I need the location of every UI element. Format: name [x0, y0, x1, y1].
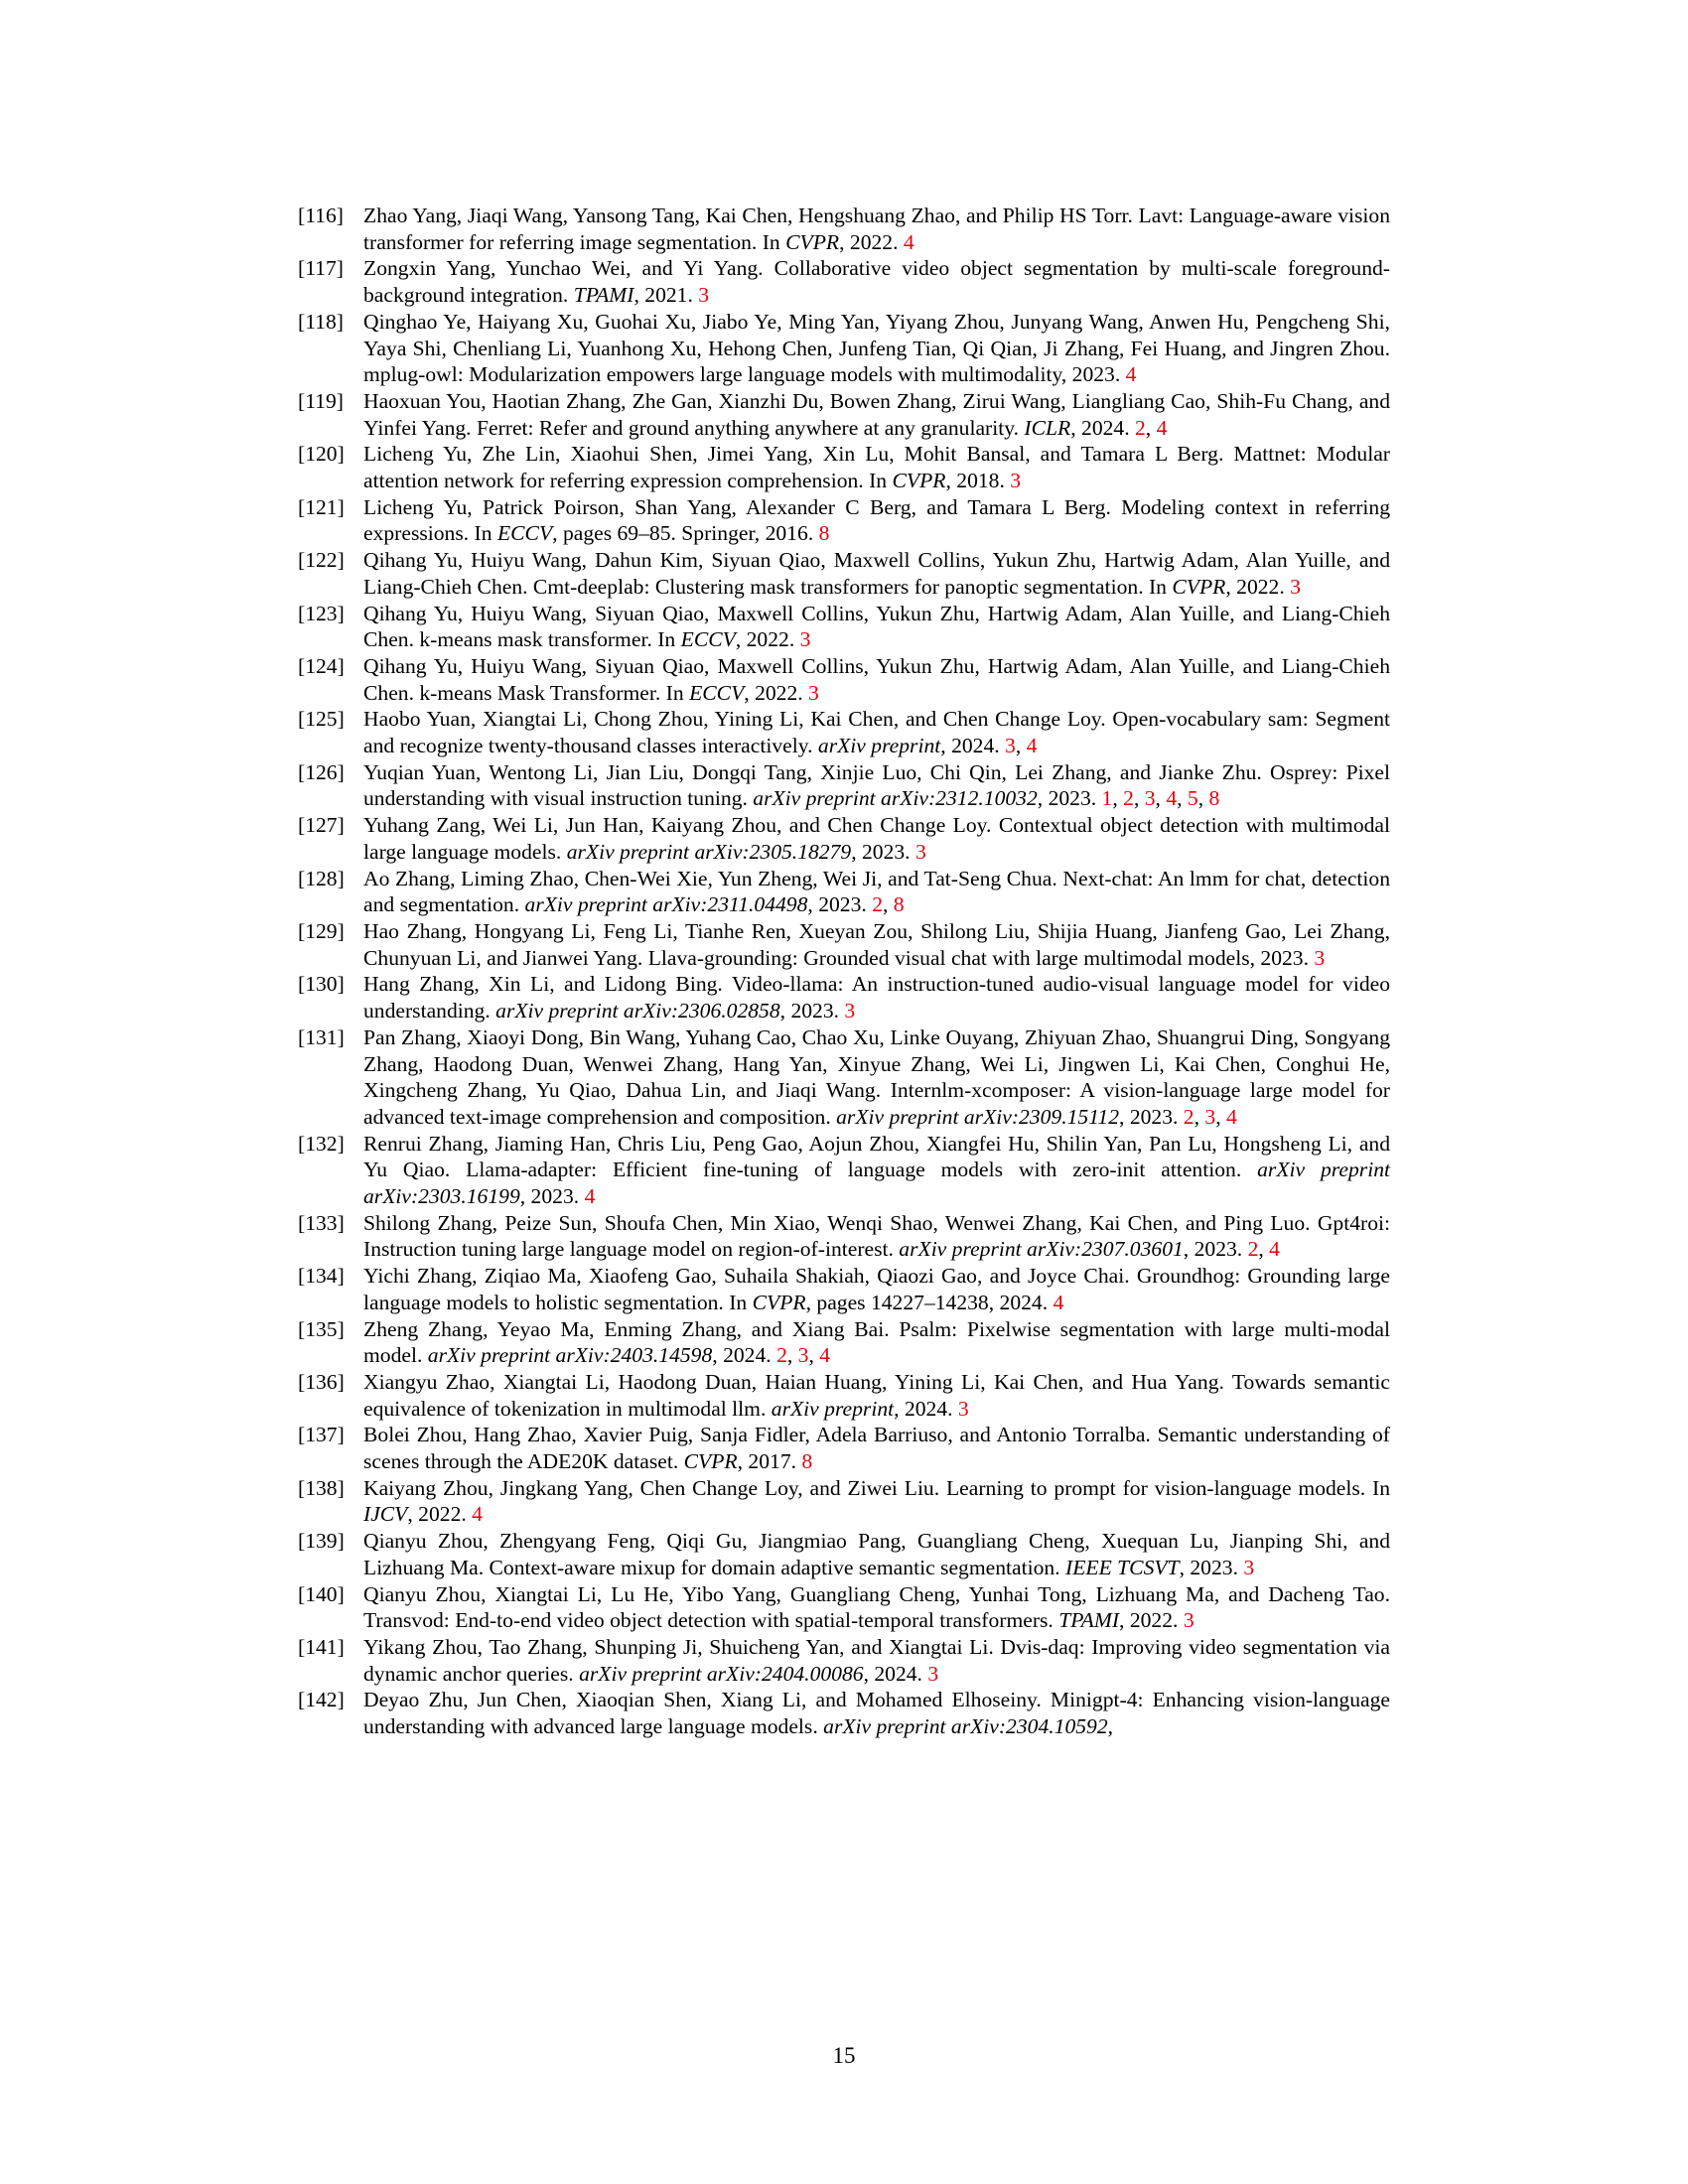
reference-entry: [298, 759, 1390, 812]
reference-venue: CVPR: [683, 1449, 738, 1474]
reference-number: [123]: [298, 601, 345, 625]
reference-entry: [298, 1263, 1390, 1315]
reference-venue: CVPR: [785, 229, 840, 254]
reference-entry: [298, 309, 1390, 388]
reference-segment: Licheng Yu, Patrick Poirson, Shan Yang, Alexander C Berg, and Tamara L Berg. Modeling context in referring expressions. In: [363, 494, 1390, 546]
reference-segment: Qihang Yu, Huiyu Wang, Siyuan Qiao, Maxwell Collins, Yukun Zhu, Hartwig Adam, Alan Yuille, and Liang-Chieh Chen. k-means mask transformer. In: [363, 601, 1390, 652]
citation-backlink[interactable]: 4: [1166, 786, 1178, 811]
reference-text: [363, 1132, 1390, 1208]
reference-number: [128]: [298, 866, 345, 890]
citation-backlink[interactable]: 2: [1183, 1104, 1195, 1129]
reference-text: [363, 1317, 1390, 1368]
reference-segment: Deyao Zhu, Jun Chen, Xiaoqian Shen, Xiang Li, and Mohamed Elhoseiny. Minigpt-4: Enhancing vision-language understanding with advanced large language models.: [363, 1688, 1390, 1739]
reference-entry: [298, 1581, 1390, 1634]
reference-segment: , 2022.: [407, 1502, 473, 1527]
reference-venue: ECCV: [689, 680, 745, 705]
reference-segment: Yikang Zhou, Tao Zhang, Shunping Ji, Shuicheng Yan, and Xiangtai Li. Dvis-daq: Improving video segmentation via dynamic anchor queries.: [363, 1634, 1390, 1686]
reference-venue: arXiv preprint arXiv:2309.15112: [836, 1104, 1120, 1129]
reference-list: [298, 203, 1390, 1740]
citation-backlink[interactable]: 3: [1144, 786, 1156, 811]
citation-backlink[interactable]: 3: [797, 1343, 809, 1368]
reference-number: [131]: [298, 1024, 345, 1049]
reference-segment: , 2023.: [1119, 1104, 1184, 1129]
reference-segment: Qianyu Zhou, Zhengyang Feng, Qiqi Gu, Jiangmiao Pang, Guangliang Cheng, Xuequan Lu, Jianping Shi, and Lizhuang Ma. Context-aware mixup for domain adaptive semantic segmentation.: [363, 1529, 1390, 1579]
citation-backlink[interactable]: 8: [801, 1449, 813, 1474]
reference-segment: Haobo Yuan, Xiangtai Li, Chong Zhou, Yining Li, Kai Chen, and Chen Change Loy. Open-vocabulary sam: Segment and recognize twenty-thousand classes interactively.: [363, 707, 1390, 758]
reference-number: [120]: [298, 442, 345, 467]
reference-number: [139]: [298, 1529, 345, 1554]
reference-number: [130]: [298, 972, 345, 997]
reference-text: [363, 495, 1390, 546]
citation-backlink[interactable]: 4: [1225, 1104, 1237, 1129]
reference-entry: [298, 494, 1390, 547]
reference-number: [133]: [298, 1210, 345, 1235]
reference-venue: TPAMI: [1058, 1608, 1120, 1633]
reference-venue: arXiv preprint arXiv:2403.14598: [427, 1343, 713, 1368]
reference-text: [363, 389, 1390, 440]
reference-number: [121]: [298, 494, 345, 519]
reference-segment: Zheng Zhang, Yeyao Ma, Enming Zhang, and Xiang Bai. Psalm: Pixelwise segmentation with large multi-modal model.: [363, 1316, 1390, 1368]
citation-backlink[interactable]: 4: [819, 1343, 831, 1368]
reference-segment: , 2023.: [807, 892, 873, 917]
reference-segment: Licheng Yu, Zhe Lin, Xiaohui Shen, Jimei Yang, Xin Lu, Mohit Bansal, and Tamara L Berg. Mattnet: Modular attention network for referring expression comprehension. In: [363, 442, 1390, 493]
citation-backlink[interactable]: 3: [844, 999, 856, 1024]
reference-segment: Kaiyang Zhou, Jingkang Yang, Chen Change Loy, and Ziwei Liu. Learning to prompt for vision-language models. In: [363, 1475, 1390, 1500]
citation-backlink[interactable]: 4: [584, 1184, 596, 1209]
reference-text: [363, 1635, 1390, 1686]
reference-text: [363, 1025, 1390, 1129]
reference-segment: Bolei Zhou, Hang Zhao, Xavier Puig, Sanja Fidler, Adela Barriuso, and Antonio Torralba. Semantic understanding of scenes through the ADE20K dataset.: [363, 1423, 1390, 1474]
reference-entry: [298, 812, 1390, 865]
reference-text: [363, 442, 1390, 492]
reference-venue: arXiv preprint: [817, 734, 941, 758]
citation-backlink[interactable]: 2: [1247, 1237, 1259, 1262]
reference-segment: Renrui Zhang, Jiaming Han, Chris Liu, Peng Gao, Aojun Zhou, Xiangfei Hu, Shilin Yan, Pan Lu, Hongsheng Li, and Yu Qiao. Llama-adapter: Efficient fine-tuning of language models with zero-init attention.: [363, 1131, 1390, 1182]
reference-segment: Hao Zhang, Hongyang Li, Feng Li, Tianhe Ren, Xueyan Zou, Shilong Liu, Shijia Huang, Jianfeng Gao, Lei Zhang, Chunyuan Li, and Jianwei Yang. Llava-grounding: Grounded visual chat with large multimodal models, 2023.: [363, 918, 1390, 970]
reference-text: [363, 760, 1390, 811]
citation-backlink[interactable]: 4: [1156, 415, 1168, 440]
reference-segment: Ao Zhang, Liming Zhao, Chen-Wei Xie, Yun Zheng, Wei Ji, and Tat-Seng Chua. Next-chat: An lmm for chat, detection and segmentation.: [363, 866, 1390, 917]
reference-number: [135]: [298, 1316, 345, 1341]
reference-entry: [298, 1210, 1390, 1263]
reference-segment: , 2023.: [779, 999, 845, 1024]
citation-backlink[interactable]: 4: [472, 1502, 483, 1527]
citation-backlink[interactable]: 4: [1269, 1237, 1280, 1262]
reference-entry: [298, 706, 1390, 758]
citation-backlink[interactable]: 2: [1135, 415, 1146, 440]
reference-venue: IEEE TCSVT: [1065, 1555, 1180, 1579]
reference-text: [363, 1476, 1390, 1527]
reference-entry: [298, 1687, 1390, 1739]
reference-segment: , 2024.: [863, 1661, 928, 1686]
reference-number: [117]: [298, 256, 344, 281]
reference-entry: [298, 601, 1390, 653]
reference-segment: Qihang Yu, Huiyu Wang, Siyuan Qiao, Maxwell Collins, Yukun Zhu, Hartwig Adam, Alan Yuille, and Liang-Chieh Chen. k-means Mask Transformer. In: [363, 653, 1390, 705]
reference-number: [136]: [298, 1369, 345, 1394]
reference-segment: ,: [1258, 1237, 1270, 1262]
citation-backlink[interactable]: 3: [1314, 945, 1326, 970]
citation-backlink[interactable]: 3: [808, 680, 819, 705]
reference-text: [363, 1582, 1390, 1633]
page-number: 15: [832, 2043, 856, 2068]
reference-segment: , pages 69–85. Springer, 2016.: [552, 521, 819, 546]
reference-text: [363, 1529, 1390, 1579]
reference-segment: ,: [1133, 786, 1145, 811]
reference-segment: Zongxin Yang, Yunchao Wei, and Yi Yang. Collaborative video object segmentation by multi-scale foreground-background integration.: [363, 256, 1390, 308]
reference-venue: TPAMI: [573, 283, 634, 308]
citation-backlink[interactable]: 3: [927, 1661, 939, 1686]
reference-text: [363, 1264, 1390, 1314]
reference-venue: IJCV: [363, 1502, 408, 1527]
reference-number: [122]: [298, 548, 345, 573]
reference-venue: CVPR: [1172, 574, 1226, 599]
reference-number: [119]: [298, 388, 344, 413]
reference-entry: [298, 1422, 1390, 1474]
citation-backlink[interactable]: 1: [1101, 786, 1113, 811]
reference-segment: ,: [1177, 786, 1188, 811]
reference-entry: [298, 203, 1390, 255]
reference-text: [363, 867, 1390, 917]
citation-backlink[interactable]: 3: [1290, 574, 1301, 599]
reference-entry: [298, 1024, 1390, 1131]
citation-backlink[interactable]: 3: [799, 627, 811, 652]
reference-number: [127]: [298, 813, 345, 838]
reference-entry: [298, 1475, 1390, 1528]
reference-venue: arXiv preprint arXiv:2311.04498: [524, 892, 808, 917]
reference-segment: ,: [1145, 415, 1157, 440]
reference-segment: ,: [1215, 1104, 1226, 1129]
reference-venue: CVPR: [752, 1290, 806, 1314]
citation-backlink[interactable]: 3: [957, 1396, 969, 1421]
reference-segment: , 2024.: [1070, 415, 1135, 440]
reference-number: [126]: [298, 759, 345, 784]
citation-backlink[interactable]: 4: [903, 229, 914, 254]
reference-text: [363, 310, 1390, 386]
citation-backlink[interactable]: 8: [818, 521, 830, 546]
reference-segment: , 2022.: [744, 680, 809, 705]
reference-venue: arXiv preprint arXiv:2304.10592: [823, 1714, 1108, 1739]
citation-backlink[interactable]: 3: [698, 283, 710, 308]
reference-segment: , 2021.: [633, 283, 699, 308]
reference-segment: , 2023.: [851, 839, 915, 864]
reference-segment: Yichi Zhang, Ziqiao Ma, Xiaofeng Gao, Suhaila Shakiah, Qiaozi Gao, and Joyce Chai. Groundhog: Grounding large language models to holistic segmentation. In: [363, 1264, 1390, 1314]
reference-entry: [298, 388, 1390, 441]
reference-number: [129]: [298, 918, 345, 943]
citation-backlink[interactable]: 2: [872, 892, 883, 917]
reference-text: [363, 204, 1390, 254]
reference-text: [363, 256, 1390, 307]
reference-entry: [298, 918, 1390, 971]
citation-backlink[interactable]: 4: [1125, 362, 1137, 387]
reference-entry: [298, 441, 1390, 493]
reference-segment: Qinghao Ye, Haiyang Xu, Guohai Xu, Jiabo Ye, Ming Yan, Yiyang Zhou, Junyang Wang, Anwen Hu, Pengcheng Shi, Yaya Shi, Chenliang Li, Yuanhong Xu, Hehong Chen, Junfeng Tian, Qi Qian, Ji Zhang, Fei Huang, and Jingren Zhou. mplug-owl: Modularization empowers large language models with multimodality, 2023.: [363, 309, 1390, 387]
reference-entry: [298, 547, 1390, 600]
reference-segment: Shilong Zhang, Peize Sun, Shoufa Chen, Min Xiao, Wenqi Shao, Wenwei Zhang, Kai Chen, and Ping Luo. Gpt4roi: Instruction tuning large language model on region-of-interest.: [363, 1210, 1390, 1262]
reference-venue: arXiv preprint arXiv:2306.02858: [495, 999, 780, 1024]
citation-backlink[interactable]: 4: [1026, 734, 1038, 758]
reference-entry: [298, 1634, 1390, 1687]
reference-text: [363, 813, 1390, 864]
reference-segment: Yuqian Yuan, Wentong Li, Jian Liu, Dongqi Tang, Xinjie Luo, Chi Qin, Lei Zhang, and Jianke Zhu. Osprey: Pixel understanding with visual instruction tuning.: [363, 759, 1390, 811]
reference-venue: ECCV: [680, 627, 736, 652]
reference-segment: ,: [786, 1343, 798, 1368]
citation-backlink[interactable]: 3: [1204, 1104, 1216, 1129]
reference-venue: ECCV: [496, 521, 553, 546]
reference-text: [363, 602, 1390, 652]
reference-number: [116]: [298, 204, 344, 227]
reference-segment: , 2022.: [1119, 1608, 1184, 1633]
reference-number: [137]: [298, 1423, 345, 1447]
reference-segment: ,: [808, 1343, 820, 1368]
citation-backlink[interactable]: 2: [776, 1343, 787, 1368]
reference-segment: ,: [1112, 786, 1124, 811]
reference-segment: Xiangyu Zhao, Xiangtai Li, Haodong Duan, Haian Huang, Yining Li, Kai Chen, and Hua Yang. Towards semantic equivalence of tokenization in multimodal llm.: [363, 1369, 1390, 1421]
reference-text: [363, 919, 1390, 970]
reference-segment: , 2024.: [940, 734, 1006, 758]
citation-backlink[interactable]: 3: [914, 839, 926, 864]
reference-segment: , 2022.: [839, 229, 904, 254]
citation-backlink[interactable]: 3: [1183, 1608, 1195, 1633]
reference-segment: Yuhang Zang, Wei Li, Jun Han, Kaiyang Zhou, and Chen Change Loy. Contextual object detection with multimodal large language models.: [363, 813, 1390, 864]
reference-venue: CVPR: [892, 469, 946, 493]
reference-number: [134]: [298, 1264, 345, 1289]
citation-backlink[interactable]: 8: [1208, 786, 1220, 811]
reference-venue: arXiv preprint arXiv:2312.10032: [753, 786, 1038, 811]
reference-segment: , pages 14227–14238, 2024.: [805, 1290, 1054, 1314]
reference-segment: Qianyu Zhou, Xiangtai Li, Lu He, Yibo Yang, Guangliang Cheng, Yunhai Tong, Lizhuang Ma, and Dacheng Tao. Transvod: End-to-end video object detection with spatial-temporal transformers.: [363, 1581, 1390, 1633]
reference-entry: [298, 653, 1390, 706]
reference-segment: , 2023.: [519, 1184, 585, 1209]
reference-venue: ICLR: [1024, 415, 1071, 440]
reference-venue: arXiv preprint arXiv:2307.03601: [899, 1237, 1184, 1262]
reference-number: [124]: [298, 653, 345, 678]
reference-segment: , 2023.: [1179, 1555, 1244, 1579]
reference-segment: , 2017.: [737, 1449, 802, 1474]
reference-venue: arXiv preprint arXiv:2305.18279: [566, 839, 852, 864]
reference-segment: , 2022.: [1225, 574, 1291, 599]
reference-number: [141]: [298, 1634, 345, 1659]
reference-segment: Qihang Yu, Huiyu Wang, Dahun Kim, Siyuan Qiao, Maxwell Collins, Yukun Zhu, Hartwig Adam, Alan Yuille, and Liang-Chieh Chen. Cmt-deeplab: Clustering mask transformers for panoptic segmentation. In: [363, 548, 1390, 599]
reference-entry: [298, 255, 1390, 308]
reference-segment: , 2023.: [1183, 1237, 1248, 1262]
reference-venue: arXiv preprint: [771, 1396, 895, 1421]
reference-segment: ,: [1197, 786, 1209, 811]
reference-number: [132]: [298, 1131, 345, 1156]
reference-venue: arXiv preprint arXiv:2303.16199: [363, 1158, 1390, 1209]
reference-text: [363, 548, 1390, 599]
reference-segment: ,: [1194, 1104, 1205, 1129]
reference-segment: ,: [1155, 786, 1167, 811]
reference-segment: Haoxuan You, Haotian Zhang, Zhe Gan, Xianzhi Du, Bowen Zhang, Zirui Wang, Liangliang Cao, Shih-Fu Chang, and Yinfei Yang. Ferret: Refer and ground anything anywhere at any granularity.: [363, 388, 1390, 440]
reference-segment: , 2023.: [1037, 786, 1102, 811]
reference-entry: [298, 1528, 1390, 1580]
citation-backlink[interactable]: 3: [1243, 1555, 1255, 1579]
reference-text: [363, 1688, 1390, 1738]
reference-segment: , 2022.: [735, 627, 800, 652]
reference-entry: [298, 971, 1390, 1024]
reference-text: [363, 1211, 1390, 1262]
reference-number: [138]: [298, 1475, 345, 1500]
reference-number: [125]: [298, 707, 345, 732]
citation-backlink[interactable]: 3: [1010, 469, 1022, 493]
reference-number: [140]: [298, 1581, 345, 1606]
citation-backlink[interactable]: 2: [1123, 786, 1134, 811]
reference-text: [363, 654, 1390, 705]
citation-backlink[interactable]: 3: [1005, 734, 1016, 758]
reference-entry: [298, 866, 1390, 918]
citation-backlink[interactable]: 8: [893, 892, 905, 917]
reference-entry: [298, 1369, 1390, 1422]
reference-text: [363, 1370, 1390, 1421]
reference-text: [363, 1423, 1390, 1473]
reference-text: [363, 707, 1390, 757]
reference-segment: Pan Zhang, Xiaoyi Dong, Bin Wang, Yuhang Cao, Chao Xu, Linke Ouyang, Zhiyuan Zhao, Shuangrui Ding, Songyang Zhang, Haodong Duan, Wenwei Zhang, Hang Yan, Xinyue Zhang, Wei Li, Jingwen Li, Kai Chen, Conghui He, Xingcheng Zhang, Yu Qiao, Dahua Lin, and Jiaqi Wang. Internlm-xcomposer: A vision-language large model for advanced text-image comprehension and composition.: [363, 1024, 1390, 1129]
reference-segment: Hang Zhang, Xin Li, and Lidong Bing. Video-llama: An instruction-tuned audio-visual language model for video understanding.: [363, 972, 1390, 1024]
reference-segment: Zhao Yang, Jiaqi Wang, Yansong Tang, Kai Chen, Hengshuang Zhao, and Philip HS Torr. Lavt: Language-aware vision transformer for referring image segmentation. In: [363, 204, 1390, 254]
reference-text: [363, 972, 1390, 1023]
reference-segment: , 2024.: [894, 1396, 958, 1421]
reference-number: [142]: [298, 1688, 345, 1712]
reference-entry: [298, 1131, 1390, 1210]
reference-venue: arXiv preprint arXiv:2404.00086: [579, 1661, 864, 1686]
reference-segment: , 2024.: [712, 1343, 777, 1368]
reference-segment: ,: [1107, 1714, 1114, 1739]
reference-segment: ,: [1015, 734, 1027, 758]
citation-backlink[interactable]: 4: [1053, 1290, 1064, 1314]
reference-entry: [298, 1316, 1390, 1369]
reference-segment: ,: [882, 892, 894, 917]
citation-backlink[interactable]: 5: [1187, 786, 1198, 811]
reference-segment: , 2018.: [945, 469, 1011, 493]
reference-number: [118]: [298, 309, 344, 334]
